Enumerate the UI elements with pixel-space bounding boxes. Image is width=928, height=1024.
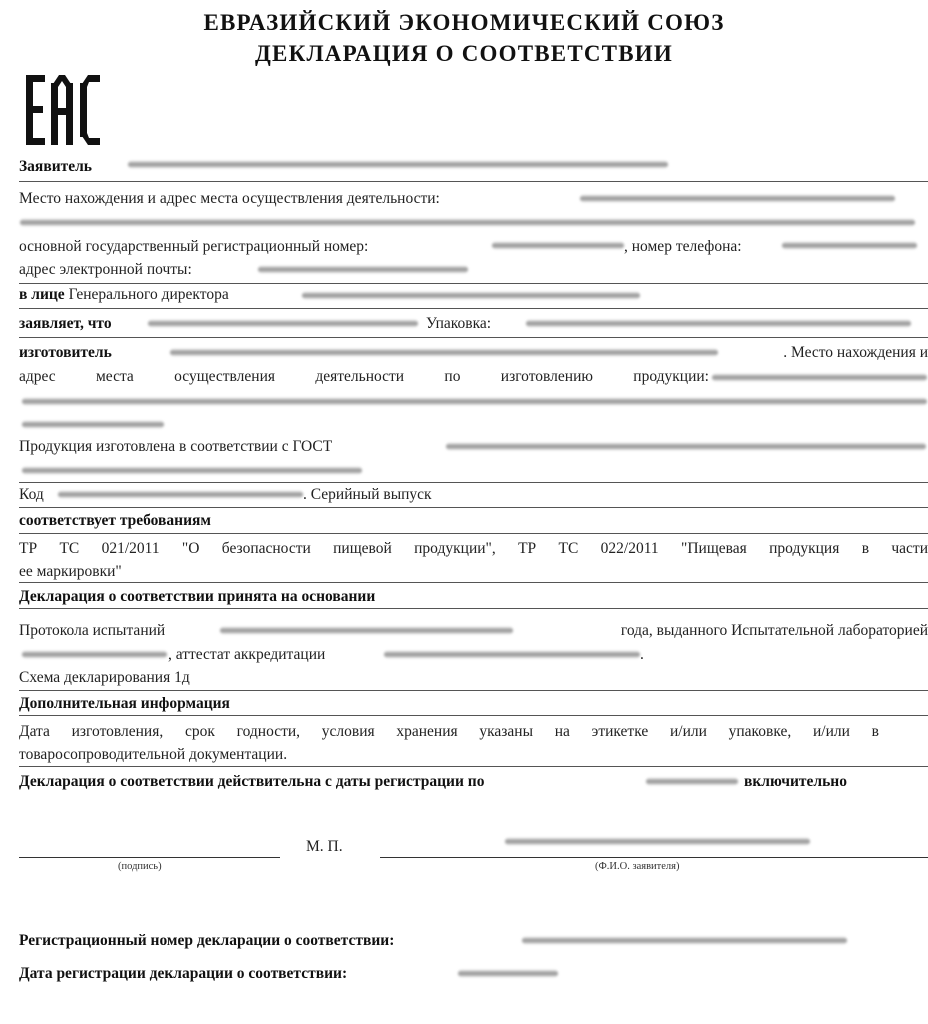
divider xyxy=(19,337,928,338)
additional-line2: товаросопроводительной документации. xyxy=(19,746,288,763)
represented-by xyxy=(19,286,229,304)
divider xyxy=(19,482,928,483)
redacted-address-1 xyxy=(580,195,895,202)
divider xyxy=(19,582,928,583)
redacted-registration-number xyxy=(522,937,847,944)
divider xyxy=(19,283,928,284)
divider xyxy=(19,308,928,309)
additional-line1: Дата изготовления, срок годности, условия хранения указаны на этикетке и/или упаковке, и/или в xyxy=(19,723,879,740)
redacted-manufacturer-address-3 xyxy=(22,421,164,428)
code-label: Код xyxy=(19,486,44,503)
address-label: Место нахождения и адрес места осуществления деятельности: xyxy=(19,190,440,207)
redacted-ogrn xyxy=(492,242,624,249)
redacted-applicant xyxy=(128,161,668,168)
redacted-phone xyxy=(782,242,917,249)
divider xyxy=(19,533,928,534)
redacted-product xyxy=(148,320,418,327)
requirements-line2: ее маркировки" xyxy=(19,563,122,580)
divider xyxy=(19,715,928,716)
manufacturer-address-tail: . Место нахождения и xyxy=(783,344,928,361)
redacted-protocol xyxy=(220,627,513,634)
ogrn-label: основной государственный регистрационный номер: xyxy=(19,238,369,255)
redacted-gost-2 xyxy=(22,467,362,474)
applicant-label: Заявитель xyxy=(19,158,93,175)
redacted-address-2 xyxy=(20,219,915,226)
divider xyxy=(19,766,928,767)
accreditation-period: . xyxy=(640,646,644,663)
redacted-registration-date xyxy=(458,970,558,977)
serial-label: . Серийный выпуск xyxy=(303,486,432,503)
document-title-line1: ЕВРАЗИЙСКИЙ ЭКОНОМИЧЕСКИЙ СОЮЗ xyxy=(203,10,725,35)
eac-logo xyxy=(26,75,102,145)
redacted-manufacturer-address-2 xyxy=(22,398,927,405)
divider xyxy=(19,507,928,508)
redacted-accreditation xyxy=(384,651,640,658)
lab-label: года, выданного Испытательной лабораторией xyxy=(620,622,928,639)
redacted-code xyxy=(58,491,303,498)
signature-caption: (подпись) xyxy=(118,861,162,872)
validity-tail: включительно xyxy=(744,773,847,790)
registration-date-label: Дата регистрации декларации о соответствии: xyxy=(19,965,348,982)
requirements-heading: соответствует требованиям xyxy=(19,512,211,529)
phone-label: , номер телефона: xyxy=(624,238,742,255)
registration-number-label: Регистрационный номер декларации о соответствии: xyxy=(19,932,395,949)
redacted-package xyxy=(526,320,911,327)
redacted-gost xyxy=(446,443,926,450)
signature-line xyxy=(19,857,280,858)
redacted-manufacturer xyxy=(170,349,718,356)
gost-label: Продукция изготовлена в соответствии с ГОСТ xyxy=(19,438,333,455)
scheme-label: Схема декларирования 1д xyxy=(19,669,190,686)
name-line xyxy=(380,857,928,858)
divider xyxy=(19,181,928,182)
email-label: адрес электронной почты: xyxy=(19,261,192,278)
redacted-director xyxy=(302,292,640,299)
additional-heading: Дополнительная информация xyxy=(19,695,230,712)
redacted-applicant-name xyxy=(505,838,810,845)
manufacturer-address-line2: адрес места осуществления деятельности по изготовлению продукции: xyxy=(19,368,709,385)
redacted-email xyxy=(258,266,468,273)
redacted-lab xyxy=(22,651,167,658)
redacted-manufacturer-address-1 xyxy=(712,374,927,381)
divider xyxy=(19,690,928,691)
basis-heading: Декларация о соответствии принята на основании xyxy=(19,588,376,605)
validity-text: Декларация о соответствии действительна с даты регистрации по xyxy=(19,773,485,790)
divider xyxy=(19,608,928,609)
represented-text: Генерального директора xyxy=(68,286,229,303)
declares-label: заявляет, что xyxy=(19,315,112,332)
accreditation-label: , аттестат аккредитации xyxy=(168,646,326,663)
name-caption: (Ф.И.О. заявителя) xyxy=(595,861,680,872)
protocol-label: Протокола испытаний xyxy=(19,622,166,639)
document-title-line2: ДЕКЛАРАЦИЯ О СООТВЕТСТВИИ xyxy=(255,41,673,66)
redacted-validity-date xyxy=(646,778,738,785)
represented-bold: в лице xyxy=(19,286,65,303)
manufacturer-label: изготовитель xyxy=(19,344,112,361)
stamp-placeholder: М. П. xyxy=(306,838,343,855)
requirements-line1: ТР ТС 021/2011 "О безопасности пищевой продукции", ТР ТС 022/2011 "Пищевая продукция в части xyxy=(19,540,928,557)
package-label: Упаковка: xyxy=(426,315,492,332)
